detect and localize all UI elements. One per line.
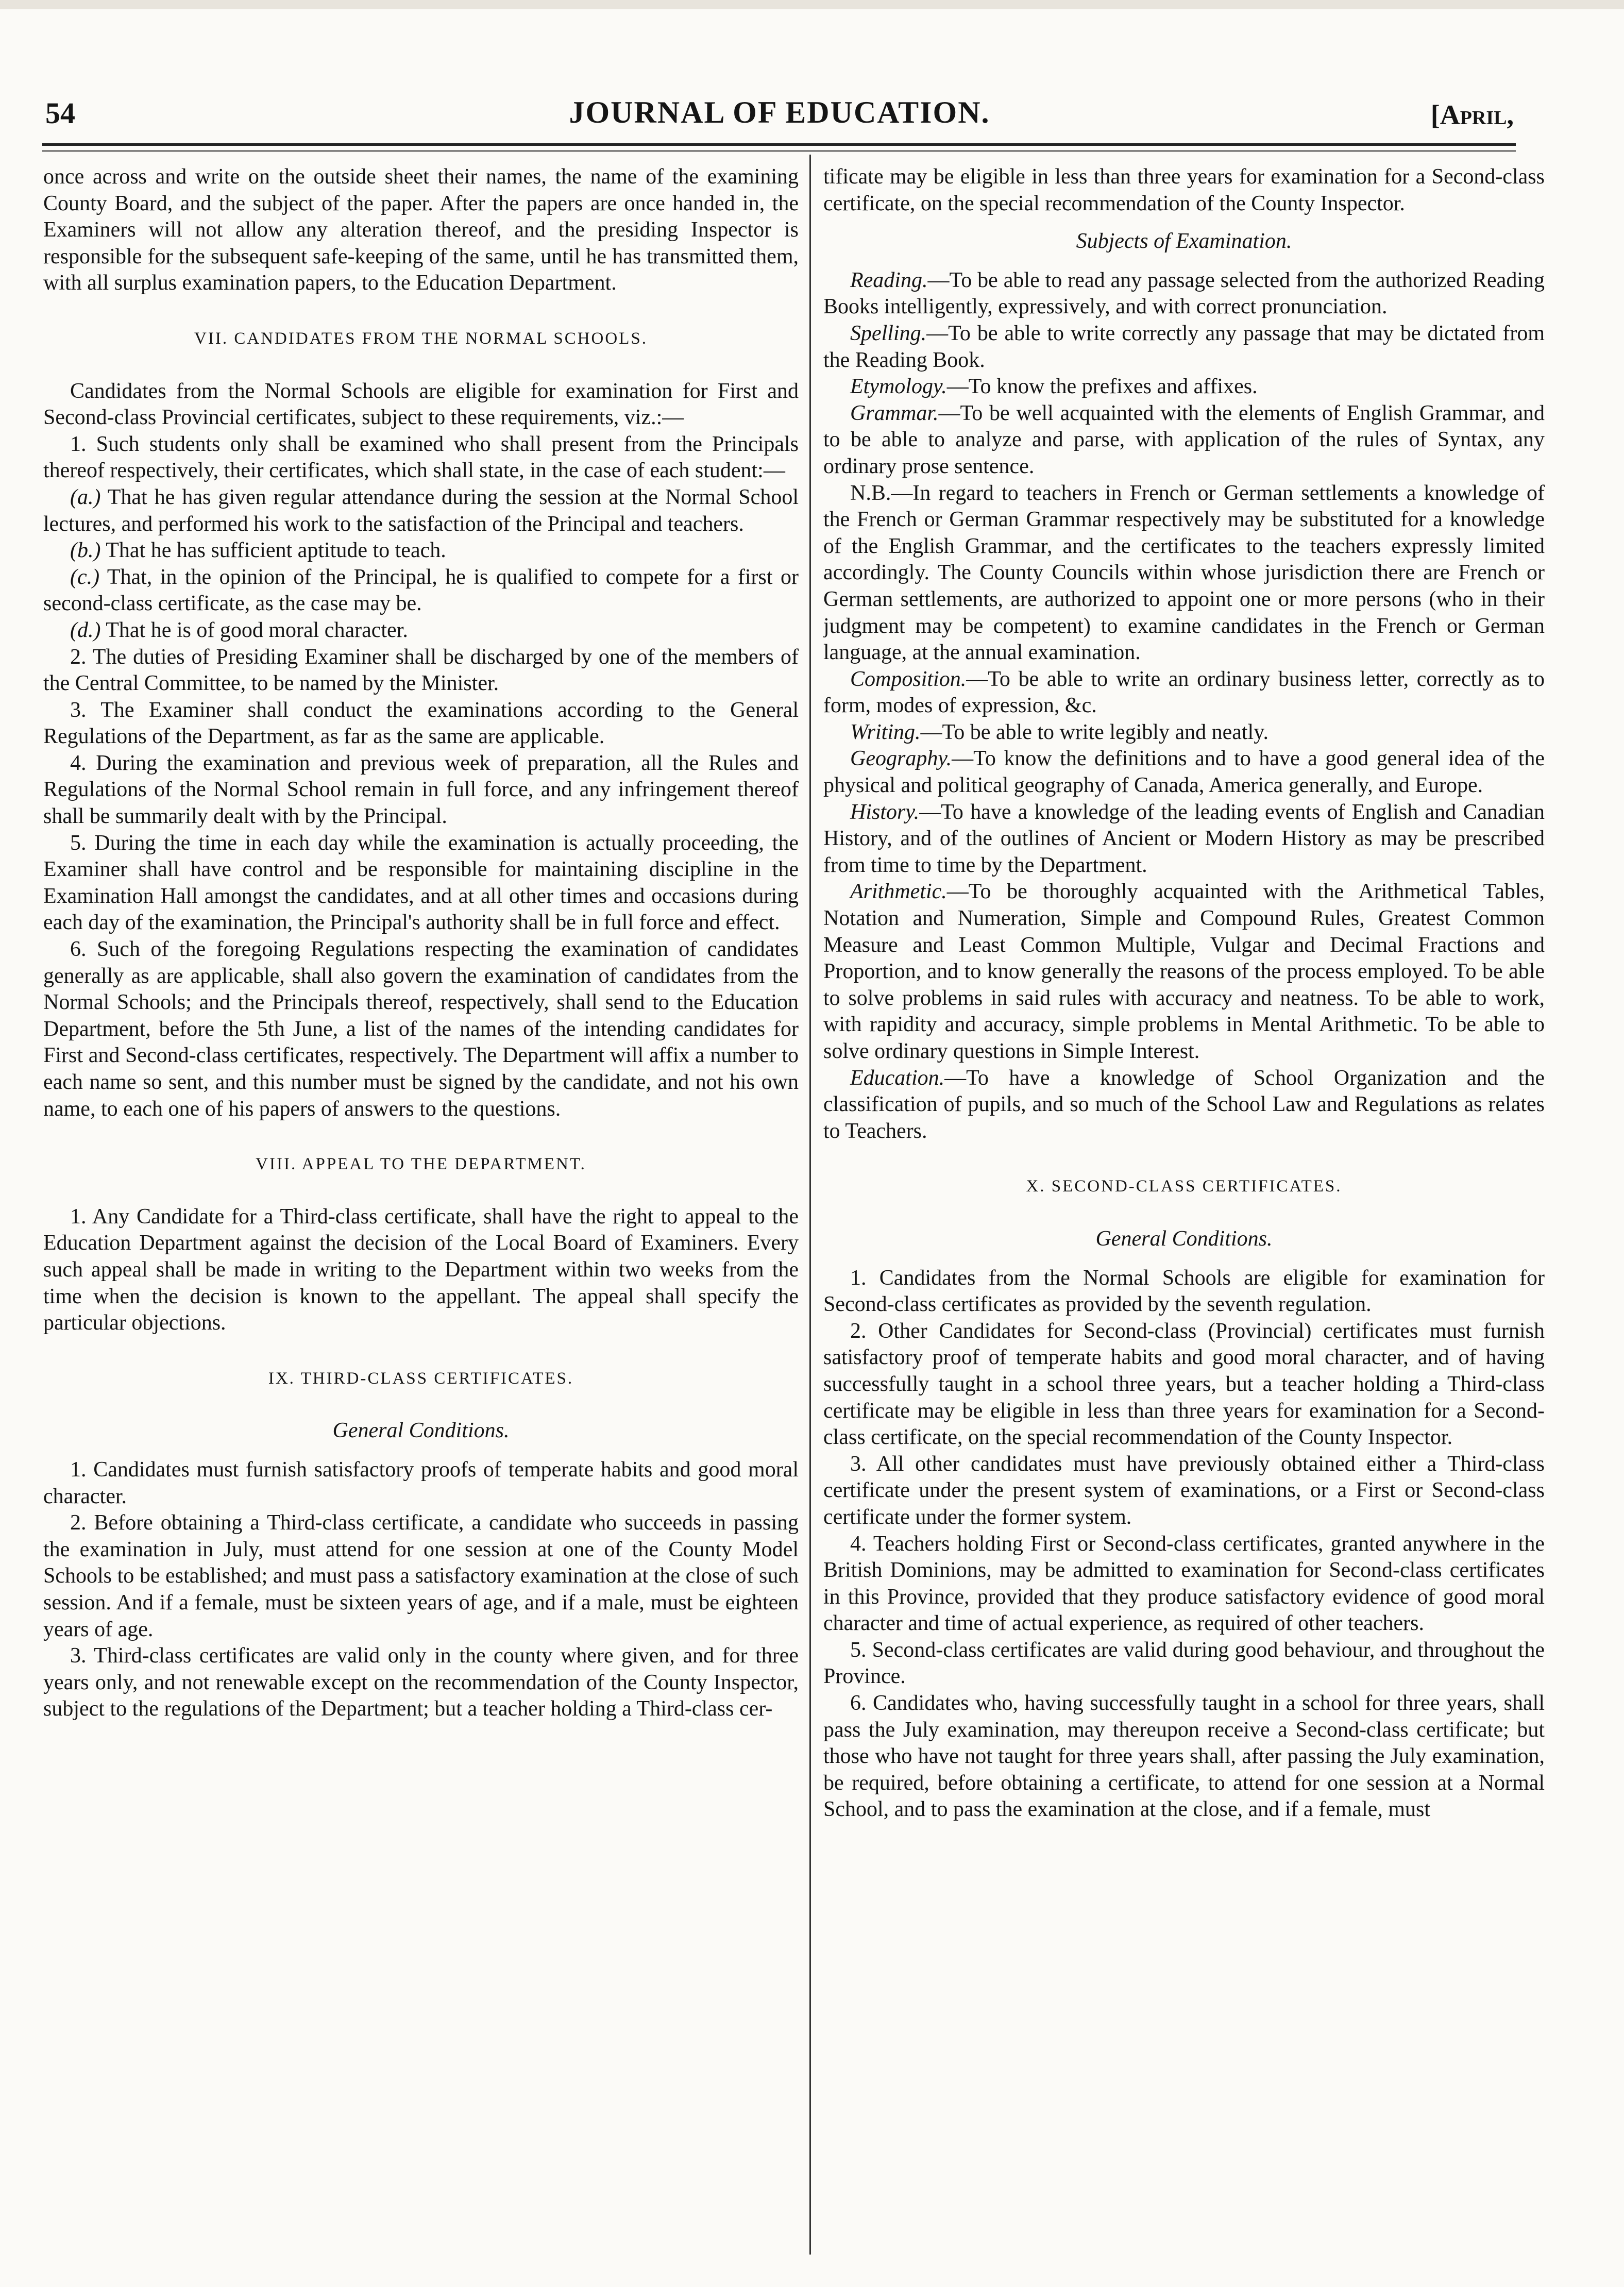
section-viii-heading: VIII. APPEAL TO THE DEPARTMENT. xyxy=(256,1155,586,1174)
subject-text: —To be able to read any passage selected from the authorized Reading Books intelligently, expressively, and with correct pronunciation. xyxy=(823,268,1545,319)
paragraph: 3. The Examiner shall conduct the examinations according to the General Regulations of the Department, as far as the same are applicable. xyxy=(43,698,799,749)
subjects-heading: Subjects of Examination. xyxy=(1076,229,1292,254)
subject-writing xyxy=(823,719,1545,746)
paragraph: 5. During the time in each day while the examination is actually proceeding, the Examiner shall have control and be responsible for maintaining discipline in the Examination Hall amongst the candidates, and at all other times and occasions during each day of the examination, the Principal's authority shall be in full force and effect. xyxy=(43,831,799,935)
subject-label: Grammar. xyxy=(850,401,939,425)
subject-label: Composition. xyxy=(850,667,967,691)
paragraph: 4. During the examination and previous week of preparation, all the Rules and Regulations of the Normal School remain in full force, and any infringement thereof shall be summarily dealt with by the Principal. xyxy=(43,751,799,829)
subject-history xyxy=(823,799,1545,879)
paragraph xyxy=(43,564,799,617)
paragraph: 2. The duties of Presiding Examiner shall be discharged by one of the members of the Central Committee, to be named by the Minister. xyxy=(43,645,799,696)
item-label: (a.) xyxy=(70,485,101,509)
paragraph: 2. Other Candidates for Second-class (Provincial) certificates must furnish satisfactory proof of temperate habits and good moral character, and of having successfully taught in a school three years, but a teacher holding a Third-class certificate may be eligible in less than three years for examination for a Second-class certificate, on the special recommendation of the County Inspector. xyxy=(823,1319,1545,1450)
subject-text: —To know the prefixes and affixes. xyxy=(946,375,1258,399)
page-number: 54 xyxy=(45,96,75,130)
subject-label: Reading. xyxy=(850,268,928,292)
subject-label: History. xyxy=(850,800,920,824)
column-divider xyxy=(809,155,811,2255)
paragraph: 5. Second-class certificates are valid during good behaviour, and throughout the Province. xyxy=(823,1638,1545,1689)
header-rule-thin xyxy=(42,150,1516,152)
subject-text: —To have a knowledge of the leading events of English and Canadian History, and of the outlines of Ancient or Modern History as may be prescribed from time to time by the Department. xyxy=(823,800,1545,877)
subject-text: —To know the definitions and to have a good general idea of the physical and political geography of Canada, America generally, and Europe. xyxy=(823,747,1545,798)
item-text: That he has given regular attendance during the session at the Normal School lectures, and performed his work to the satisfaction of the Principal and teachers. xyxy=(43,485,799,536)
header-rule xyxy=(42,143,1516,146)
paragraph: Candidates from the Normal Schools are eligible for examination for First and Second-class Provincial certificates, subject to these requirements, viz.:— xyxy=(43,379,799,430)
subject-education xyxy=(823,1065,1545,1145)
item-text: That, in the opinion of the Principal, he is qualified to compete for a first or second-class certificate, as the case may be. xyxy=(43,565,799,616)
subject-label: Spelling. xyxy=(850,321,927,345)
subject-composition xyxy=(823,666,1545,719)
section-ix-subheading: General Conditions. xyxy=(332,1419,510,1443)
nb-note: N.B.—In regard to teachers in French or German settlements a knowledge of the French or German Grammar respectively may be substituted for a knowledge of the English Grammar, and the certificates to the teachers expressly limited accordingly. The County Councils within whose jurisdiction there are French or German settlements, are authorized to appoint one or more persons (who in their judgment may be competent) to examine candidates in the French or German language, at the annual examination. xyxy=(823,481,1545,665)
right-column xyxy=(823,164,1545,2256)
page-edge xyxy=(0,0,1624,9)
continuation-paragraph: tificate may be eligible in less than three years for examination for a Second-class certificate, on the special recommendation of the County Inspector. xyxy=(823,165,1545,215)
running-date: [April, xyxy=(1430,99,1514,130)
subject-grammar xyxy=(823,400,1545,480)
paragraph: 2. Before obtaining a Third-class certificate, a candidate who succeeds in passing the examination in July, must attend for one session at one of the County Model Schools to be established; and must pass a satisfactory examination at the close of such session. And if a female, must be sixteen years of age, and if a male, must be eighteen years of age. xyxy=(43,1511,799,1641)
paragraph: 1. Candidates must furnish satisfactory proofs of temperate habits and good moral character. xyxy=(43,1457,799,1508)
subject-label: Etymology. xyxy=(850,375,947,399)
paragraph: 6. Such of the foregoing Regulations respecting the examination of candidates generally as are applicable, shall also govern the examination of candidates from the Normal Schools; and the Principals thereof, respectively, shall send to the Education Department, before the 5th June, a list of the names of the intending candidates for First and Second-class certificates, respectively. The Department will affix a number to each name so sent, and this number must be signed by the candidate, and not his own name, to each one of his papers of answers to the questions. xyxy=(43,937,799,1121)
page-header xyxy=(45,87,1514,143)
item-label: (d.) xyxy=(70,618,101,642)
item-label: (b.) xyxy=(70,539,101,563)
subject-label: Arithmetic. xyxy=(850,880,947,904)
item-text: That he has sufficient aptitude to teach. xyxy=(106,539,446,563)
section-ix-heading: IX. THIRD-CLASS CERTIFICATES. xyxy=(268,1369,574,1388)
intro-paragraph: once across and write on the outside sheet their names, the name of the examining County Board, and the subject of the paper. After the papers are once handed in, the Examiners will not allow any alteration thereof, and the presiding Inspector is responsible for the subsequent safe-keeping of the same, until he has transmitted them, with all surplus examination papers, to the Education Department. xyxy=(43,165,799,295)
journal-title: JOURNAL OF EDUCATION. xyxy=(569,95,990,129)
section-vii-heading: VII. CANDIDATES FROM THE NORMAL SCHOOLS. xyxy=(194,329,648,348)
item-label: (c.) xyxy=(70,565,100,589)
subject-label: Writing. xyxy=(850,720,921,744)
section-x-heading: X. SECOND-CLASS CERTIFICATES. xyxy=(1026,1177,1342,1196)
item-text: That he is of good moral character. xyxy=(106,618,408,642)
paragraph: 1. Such students only shall be examined who shall present from the Principals thereof respectively, their certificates, which shall state, in the case of each student:— xyxy=(43,432,799,483)
subject-reading xyxy=(823,267,1545,321)
paragraph: 6. Candidates who, having successfully taught in a school for three years, shall pass the July examination, may thereupon receive a Second-class certificate; but those who have not taught for three years shall, after passing the July examination, be required, before obtaining a certificate, to attend for one session at a Normal School, and to pass the examination at the close, and if a female, must xyxy=(823,1691,1545,1822)
subject-text: —To be thoroughly acquainted with the Arithmetical Tables, Notation and Numeration, Simple and Compound Rules, Greatest Common Measure and Least Common Multiple, Vulgar and Decimal Fractions and Proportion, and to know generally the reasons of the process employed. To be able to solve problems in said rules with accuracy and neatness. To be able to work, with rapidity and accuracy, simple problems in Mental Arithmetic. To be able to solve ordinary questions in Simple Interest. xyxy=(823,880,1545,1063)
paragraph xyxy=(43,484,799,537)
subject-etymology xyxy=(823,374,1545,400)
subject-spelling xyxy=(823,321,1545,374)
subject-text: —To be able to write legibly and neatly. xyxy=(920,720,1268,744)
subject-label: Geography. xyxy=(850,747,952,771)
subject-text: —To be well acquainted with the elements of English Grammar, and to be able to analyze and parse, with application of the rules of Syntax, any ordinary prose sentence. xyxy=(823,401,1545,478)
subject-label: Education. xyxy=(850,1066,945,1090)
section-x-subheading: General Conditions. xyxy=(1095,1226,1273,1251)
left-column xyxy=(43,164,799,2256)
subject-arithmetic xyxy=(823,879,1545,1065)
paragraph xyxy=(43,537,799,564)
paragraph: 3. All other candidates must have previously obtained either a Third-class certificate under the present system of examinations, or a First or Second-class certificate under the former system. xyxy=(823,1452,1545,1529)
paragraph: 1. Candidates from the Normal Schools are eligible for examination for Second-class certificates as provided by the seventh regulation. xyxy=(823,1266,1545,1317)
subject-text: —To have a knowledge of School Organization and the classification of pupils, and so much of the School Law and Regulations as relates to Teachers. xyxy=(823,1066,1545,1143)
subject-geography xyxy=(823,746,1545,799)
subject-text: —To be able to write an ordinary business letter, correctly as to form, modes of expression, &c. xyxy=(823,667,1545,718)
paragraph: 4. Teachers holding First or Second-class certificates, granted anywhere in the British Dominions, may be admitted to examination for Second-class certificates in this Province, provided that they produce satisfactory evidence of good moral character and time of actual experience, as required of other teachers. xyxy=(823,1532,1545,1636)
subject-text: —To be able to write correctly any passage that may be dictated from the Reading Book. xyxy=(823,321,1545,372)
paragraph: 3. Third-class certificates are valid only in the county where given, and for three years only, and not renewable except on the recommendation of the County Inspector, subject to the regulations of the Department; but a teacher holding a Third-class cer- xyxy=(43,1644,799,1721)
paragraph: 1. Any Candidate for a Third-class certificate, shall have the right to appeal to the Education Department against the decision of the Local Board of Examiners. Every such appeal shall be made in writing to the Department within two weeks from the time when the decision is known to the appellant. The appeal shall specify the particular objections. xyxy=(43,1204,799,1335)
paragraph xyxy=(43,617,799,644)
